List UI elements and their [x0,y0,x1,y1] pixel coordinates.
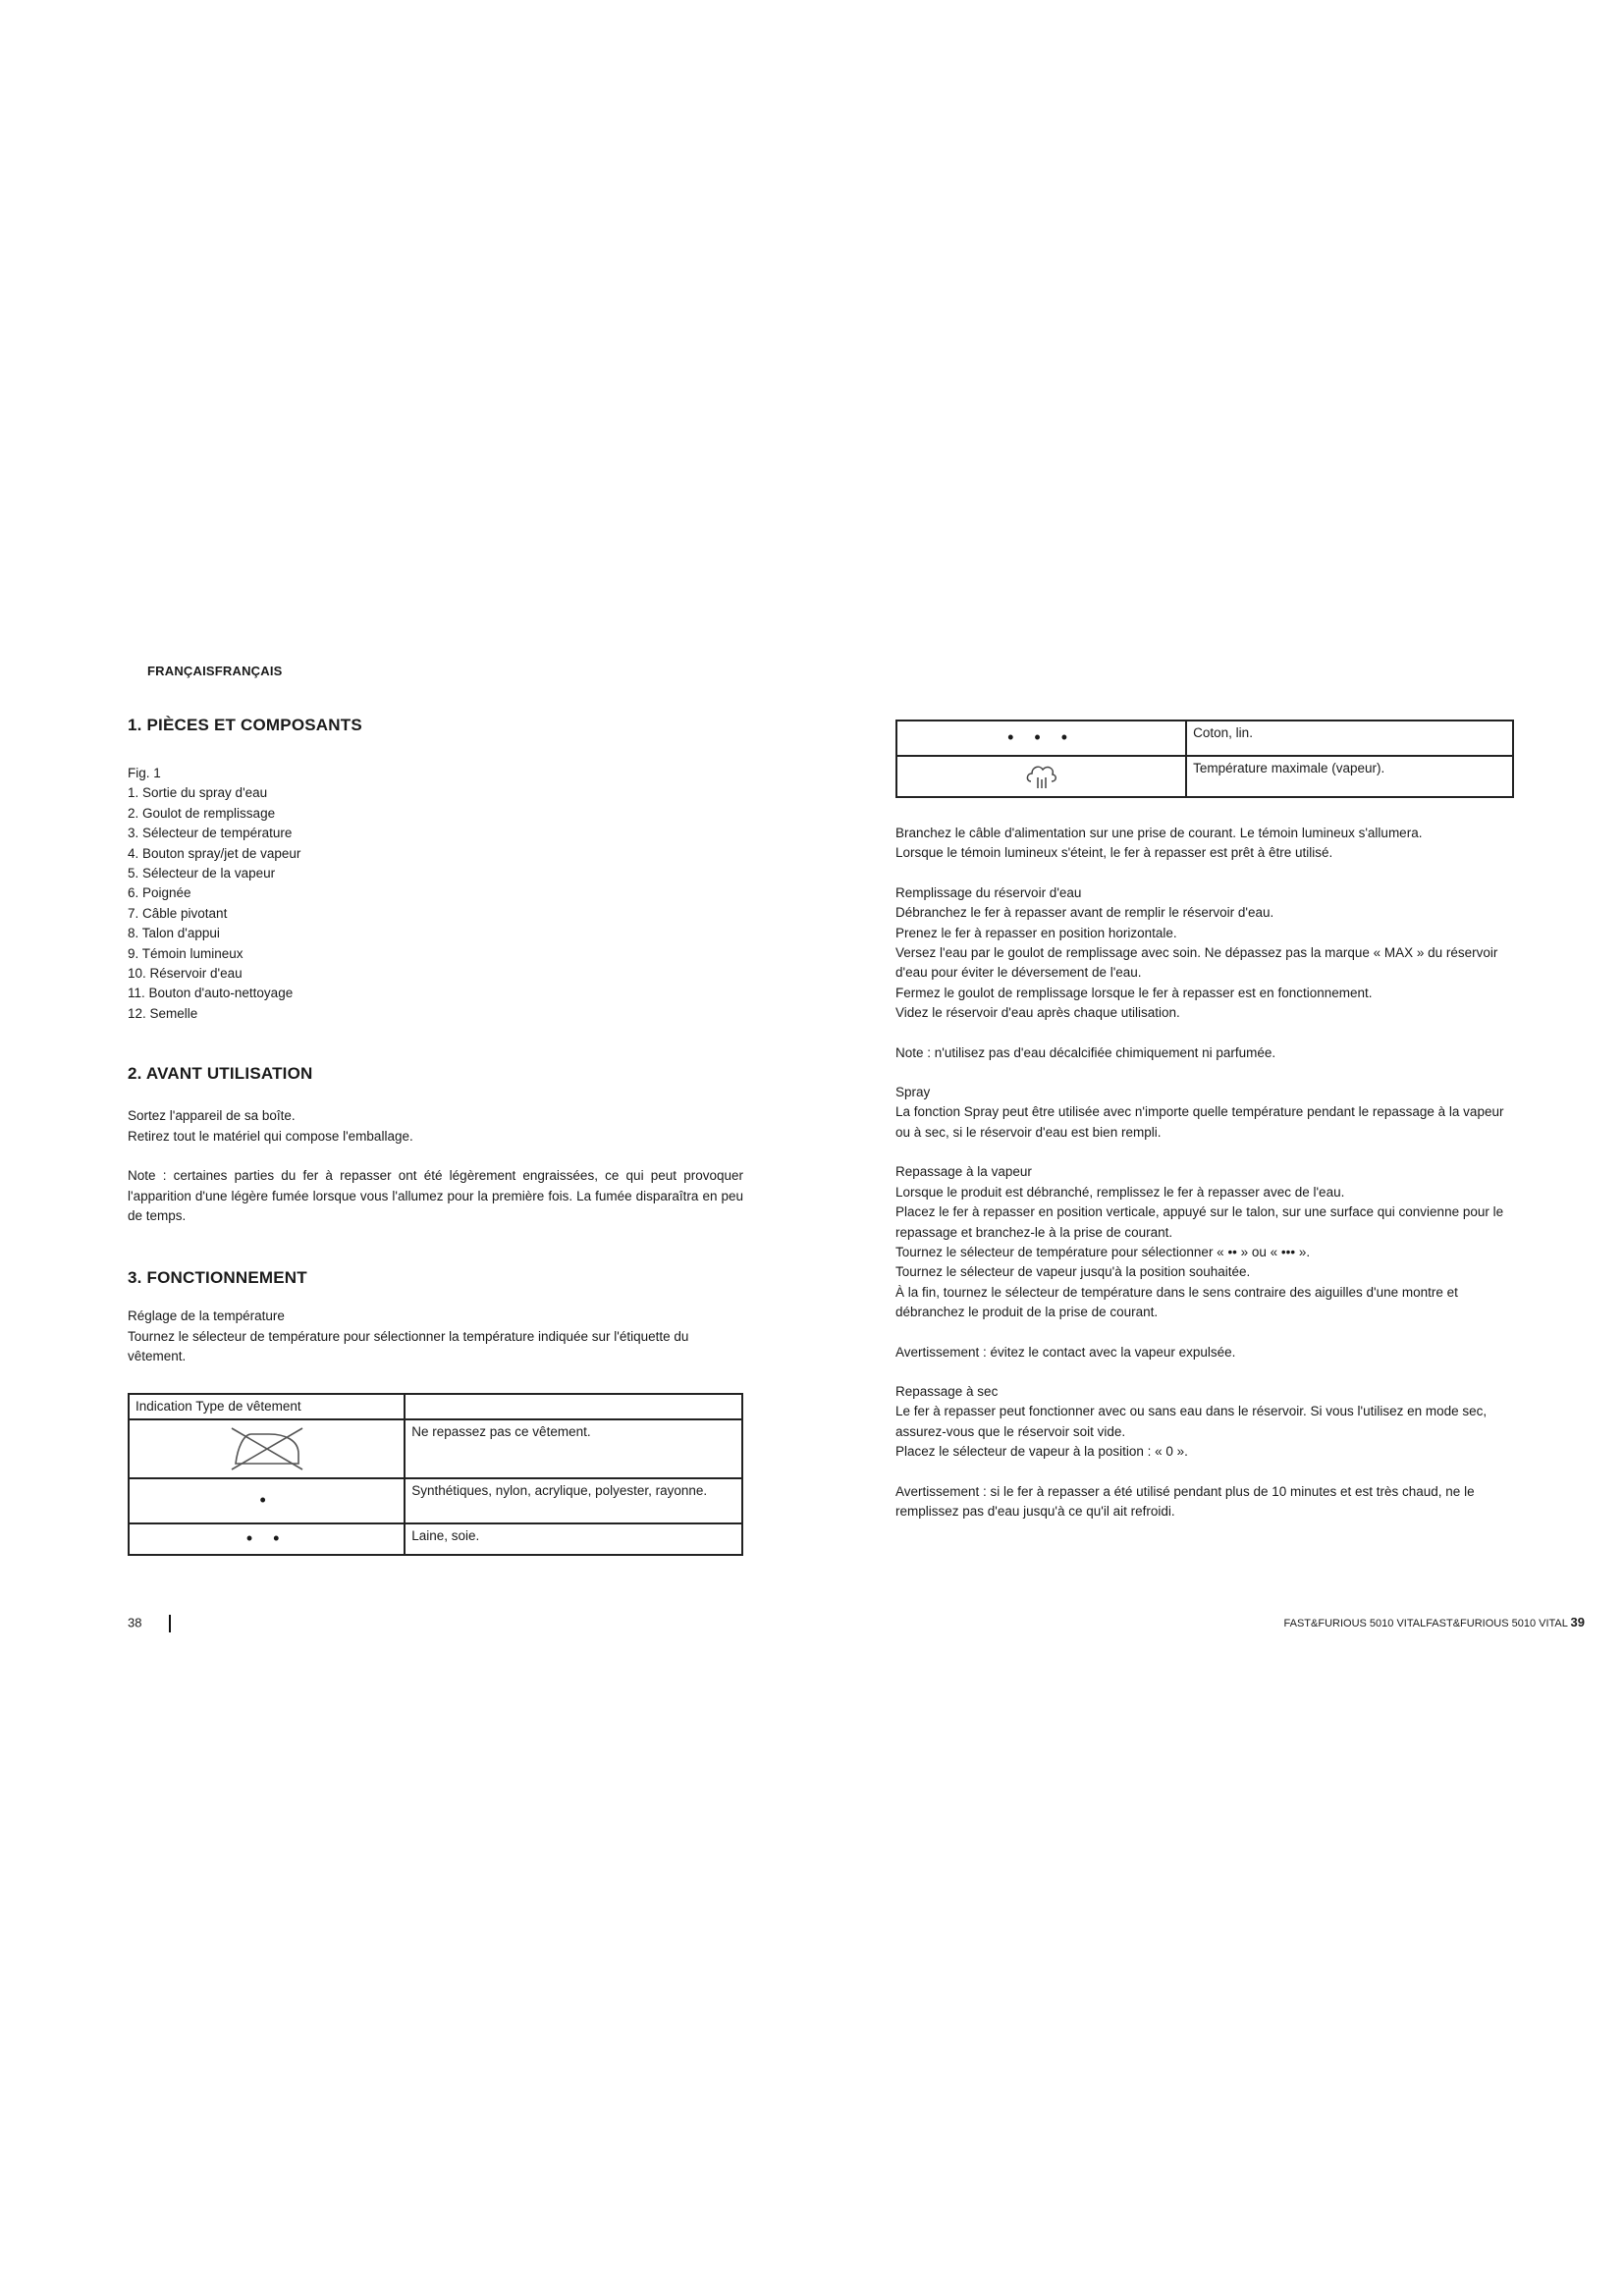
footer-left [128,1615,171,1632]
product-name: FAST&FURIOUS 5010 VITALFAST&FURIOUS 5010 VITAL [1283,1618,1568,1629]
table-row [129,1419,742,1478]
table-cell: Ne repassez pas ce vêtement. [405,1419,742,1478]
table-row [896,721,1513,756]
one-dot-symbol: • [259,1489,274,1510]
paragraph: Fermez le goulot de remplissage lorsque le fer à repasser est en fonctionnement. [895,985,1373,1000]
list-item: 7. Câble pivotant [128,905,228,921]
list-item: 1. Sortie du spray d'eau [128,785,268,801]
list-item: 11. Bouton d'auto-nettoyage [128,986,294,1001]
paragraph: À la fin, tournez le sélecteur de température dans le sens contraire des aiguilles d'une montre et débranchez le produit de la prise de courant. [895,1284,1458,1320]
table-cell [129,1523,405,1555]
table-cell [129,1419,405,1478]
paragraph: Débranchez le fer à repasser avant de remplir le réservoir d'eau. [895,905,1274,921]
paragraph: La fonction Spray peut être utilisée avec n'importe quelle température pendant le repassage à la vapeur ou à sec, si le réservoir d'eau est bien rempli. [895,1104,1504,1140]
figure-label: Fig. 1 [128,766,161,780]
temperature-table [128,1393,743,1556]
list-item: 8. Talon d'appui [128,926,220,941]
parts-list [128,783,743,1024]
paragraph: Le fer à repasser peut fonctionner avec ou sans eau dans le réservoir. Si vous l'utilisez en mode sec, assurez-vous que le réservoir soit vide. [895,1404,1488,1439]
table-header-cell [405,1394,742,1419]
note-paragraph: Note : certaines parties du fer à repasser ont été légèrement engraissées, ce qui peut provoquer l'apparition d'une légère fumée lorsque vous l'allumez pour la première fois. La fumée disparaîtra en peu de temps. [128,1168,743,1223]
table-cell [896,756,1186,797]
list-item: 6. Poignée [128,885,191,901]
page-number-right: 39 [1570,1615,1585,1629]
two-dots-symbol: • • [245,1527,288,1548]
list-item: 2. Goulot de remplissage [128,805,276,821]
paragraph: Videz le réservoir d'eau après chaque utilisation. [895,1005,1180,1021]
list-item: 9. Témoin lumineux [128,945,244,961]
table-header-cell: Indication Type de vêtement [129,1394,405,1419]
list-item: 5. Sélecteur de la vapeur [128,866,276,881]
footer-right [1284,1615,1585,1629]
table-cell [896,721,1186,756]
steam-icon [1025,762,1058,791]
language-header: FRANÇAISFRANÇAIS [147,664,283,678]
paragraph: Placez le sélecteur de vapeur à la position : « 0 ». [895,1444,1188,1460]
page-number-left: 38 [128,1615,142,1630]
temperature-table-continued [895,720,1514,798]
paragraph: Prenez le fer à repasser en position horizontale. [895,925,1177,940]
subheading: Réglage de la température [128,1308,285,1324]
table-cell: Température maximale (vapeur). [1186,756,1513,797]
paragraph: Lorsque le témoin lumineux s'éteint, le fer à repasser est prêt à être utilisé. [895,845,1333,861]
paragraph: Retirez tout le matériel qui compose l'emballage. [128,1128,413,1144]
table-row [129,1523,742,1555]
paragraph: Tournez le sélecteur de température pour sélectionner « •• » ou « ••• ». [895,1244,1311,1259]
section-2-title: 2. AVANT UTILISATION [128,1064,313,1084]
table-cell: Coton, lin. [1186,721,1513,756]
warning-paragraph: Avertissement : évitez le contact avec la vapeur expulsée. [895,1344,1236,1360]
table-cell [129,1478,405,1523]
paragraph: Tournez le sélecteur de température pour sélectionner la température indiquée sur l'étiquette du vêtement. [128,1328,689,1364]
section-1-title: 1. PIÈCES ET COMPOSANTS [128,716,362,734]
paragraph: Tournez le sélecteur de vapeur jusqu'à la position souhaitée. [895,1264,1251,1280]
do-not-iron-icon [228,1426,306,1471]
paragraph: Sortez l'appareil de sa boîte. [128,1108,296,1124]
note-paragraph: Note : n'utilisez pas d'eau décalcifiée chimiquement ni parfumée. [895,1044,1276,1060]
table-cell: Laine, soie. [405,1523,742,1555]
subheading: Spray [895,1085,931,1100]
table-cell: Synthétiques, nylon, acrylique, polyester, rayonne. [405,1478,742,1523]
list-item: 3. Sélecteur de température [128,826,293,841]
footer-divider [169,1615,171,1632]
list-item: 4. Bouton spray/jet de vapeur [128,845,301,861]
left-column [128,715,743,1556]
section-3-title: 3. FONCTIONNEMENT [128,1268,307,1288]
subheading: Repassage à la vapeur [895,1164,1032,1180]
warning-paragraph: Avertissement : si le fer à repasser a été utilisé pendant plus de 10 minutes et est très chaud, ne le remplissez pas d'eau jusqu'à ce qu'il ait refroidi. [895,1483,1475,1519]
subheading: Remplissage du réservoir d'eau [895,884,1082,900]
list-item: 12. Semelle [128,1005,198,1021]
right-column [895,720,1514,1522]
table-row [129,1394,742,1419]
table-row [129,1478,742,1523]
table-row [896,756,1513,797]
paragraph: Branchez le câble d'alimentation sur une prise de courant. Le témoin lumineux s'allumera. [895,826,1423,840]
subheading: Repassage à sec [895,1383,999,1399]
paragraph: Versez l'eau par le goulot de remplissage avec soin. Ne dépassez pas la marque « MAX » du réservoir d'eau pour éviter le déversement de l'eau. [895,945,1498,981]
paragraph: Placez le fer à repasser en position verticale, appuyé sur le talon, sur une surface qui convienne pour le repassage et branchez-le à la prise de courant. [895,1204,1504,1240]
paragraph: Lorsque le produit est débranché, remplissez le fer à repasser avec de l'eau. [895,1184,1345,1200]
three-dots-symbol: • • • [1007,726,1076,747]
list-item: 10. Réservoir d'eau [128,966,243,982]
